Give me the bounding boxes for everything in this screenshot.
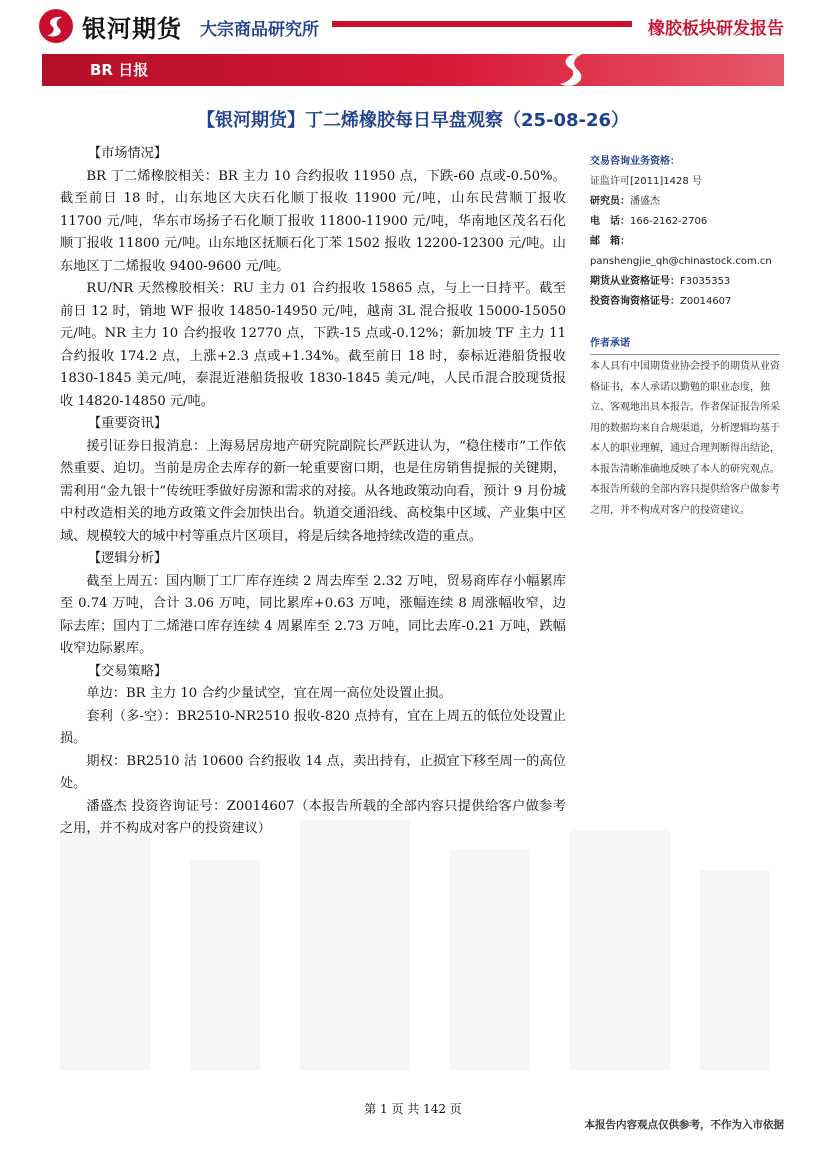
- email-label: 邮 箱：: [590, 236, 630, 247]
- report-banner: [42, 54, 784, 86]
- s-swoosh-icon: [552, 48, 596, 92]
- futures-cert-number: F3035353: [680, 276, 731, 287]
- banner-label: BR 日报: [90, 61, 149, 79]
- invest-cert-label: 投资咨询资格证号：: [590, 296, 680, 307]
- section-heading: 【交易策略】: [88, 663, 168, 679]
- paragraph: 援引证券日报消息：上海易居房地产研究院副院长严跃进认为，“稳住楼市”工作依然重要、迫切。当前是房企去库存的新一轮重要窗口期，也是住房销售提振的关键期，需利用“金九银十”传统旺季做好房源和需求的对接。从各地政策动向看，预计 9 月份城中村改造相关的地方政策文件会加快出台。轨道交通沿线、高校集中区域、产业集中区域、规模较大的城中村等重点片区项目，将是后续各地持续改造的重点。: [60, 438, 566, 544]
- paragraph: 潘盛杰 投资咨询证号：Z0014607（本报告所载的全部内容只提供给客户做参考之用，并不构成对客户的投资建议）: [60, 798, 566, 836]
- phone-number: 166-2162-2706: [630, 216, 708, 227]
- qualification-heading: 交易咨询业务资格：: [590, 156, 680, 167]
- paragraph: 套利（多-空）：BR2510-NR2510 报收-820 点持有，宜在上周五的低位处设置止损。: [60, 708, 566, 746]
- futures-cert-label: 期货从业资格证号：: [590, 276, 680, 287]
- background-watermark: [40, 820, 800, 1100]
- page-header: [0, 0, 826, 90]
- paragraph: 单边：BR 主力 10 合约少量试空，宜在周一高位处设置止损。: [86, 686, 452, 701]
- sidebar: [590, 152, 780, 521]
- galaxy-logo-icon: [38, 8, 74, 44]
- license-number: 证监许可[2011]1428 号: [590, 176, 702, 187]
- author-commitment: [590, 334, 780, 521]
- commitment-text: 本人具有中国期货业协会授予的期货从业资格证书，本人承诺以勤勉的职业态度，独立、客观地出具本报告。作者保证报告所采用的数据均来自合规渠道，分析逻辑均基于本人的职业理解，通过合理判断得出结论，本报告清晰准确地反映了本人的研究观点。本报告所载的全部内容只提供给客户做参考之用，并不构成对客户的投资建议。: [590, 361, 780, 516]
- section-heading: 【重要资讯】: [88, 416, 168, 431]
- footer-disclaimer: 本报告内容观点仅供参考，不作为入市依据: [584, 1119, 784, 1131]
- header-rule: [332, 21, 632, 27]
- paragraph: 截至上周五：国内顺丁工厂库存连续 2 周去库至 2.32 万吨，贸易商库存小幅累库至 0.74 万吨，合计 3.06 万吨，同比累库+0.63 万吨，涨幅连续 8 周涨幅收窄，边际去库；国内丁二烯港口库存连续 4 周累库至 2.73 万吨，同比去库-0.21 万吨，跌幅收窄边际累库。: [60, 573, 566, 656]
- company-name: 银河期货: [82, 15, 182, 43]
- page-title: 【银河期货】丁二烯橡胶每日早盘观察（25-08-26）: [196, 110, 630, 131]
- email-address[interactable]: panshengjie_qh@chinastock.com.cn: [590, 256, 772, 267]
- commitment-heading: 作者承诺: [590, 334, 780, 355]
- report-type: 橡胶板块研发报告: [648, 19, 784, 39]
- researcher-label: 研究员：: [590, 196, 630, 207]
- institute-name: 大宗商品研究所: [200, 20, 319, 40]
- phone-label: 电 话：: [590, 216, 630, 227]
- section-heading: 【市场情况】: [88, 146, 168, 161]
- paragraph: RU/NR 天然橡胶相关：RU 主力 01 合约报收 15865 点，与上一日持平。截至前日 12 时，销地 WF 报收 14850-14950 元/吨，越南 3L 混合报收 15000-15050 元/吨。NR 主力 10 合约报收 12770 点，下跌-15 点或-0.12%；新加坡 TF 主力 11 合约报收 174.2 点，上涨+2.3 点或+1.34%。截至前日 18 时，泰标近港船货报收 1830-1845 美元/吨，泰混近港船货报收 1830-1845 美元/吨，人民币混合胶现货报收 14820-14850 元/吨。: [60, 281, 566, 409]
- invest-cert-number: Z0014607: [680, 296, 732, 307]
- paragraph: 期权：BR2510 沽 10600 合约报收 14 点，卖出持有，止损宜下移至周一的高位处。: [60, 753, 566, 791]
- section-heading: 【逻辑分析】: [88, 551, 168, 566]
- page-number: 第 1 页 共 142 页: [364, 1102, 462, 1116]
- main-content: [60, 143, 566, 841]
- paragraph: BR 丁二烯橡胶相关：BR 主力 10 合约报收 11950 点，下跌-60 点或-0.50%。截至前日 18 时，山东地区大庆石化顺丁报收 11900 元/吨，山东民营顺丁报收 11700 元/吨，华东市场扬子石化顺丁报收 11800-11900 元/吨，华南地区茂名石化顺丁报收 11800 元/吨。山东地区抚顺石化丁苯 1502 报收 12200-12300 元/吨。山东地区丁二烯报收 9400-9600 元/吨。: [60, 168, 566, 274]
- researcher-name: 潘盛杰: [630, 196, 660, 207]
